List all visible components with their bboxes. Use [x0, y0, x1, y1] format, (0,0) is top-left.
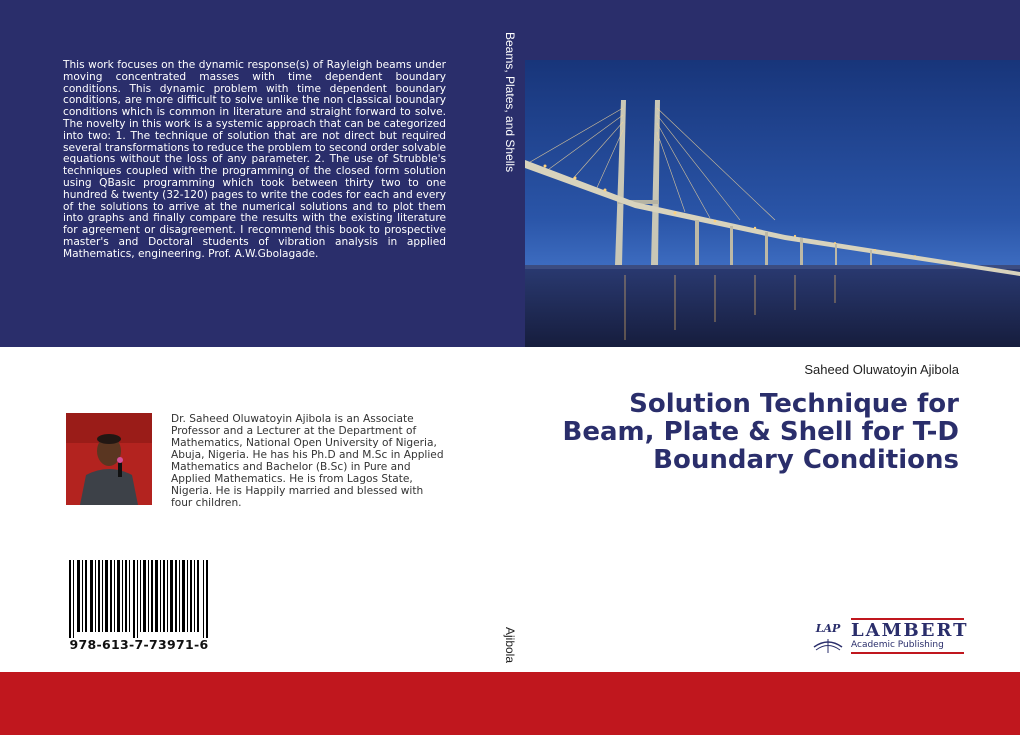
- spine-title-text: Beams, Plates, and Shells: [503, 32, 517, 173]
- author-portrait: [66, 413, 152, 505]
- publisher-brand: LAMBERT: [851, 620, 969, 641]
- back-cover-blurb: This work focuses on the dynamic response(s) of Rayleigh beams under moving concentrated masses with time dependent boundary conditions. This dynamic problem with time dependent boundary conditions, are more difficult to solve unlike the non classical boundary conditions which is common in literature and straight forward to solve. The novelty in this work is a systemic approach that can be categorized into two: 1. The technique of solution that are not direct but required several transformations to reduce the problem to second order solvable equations without the loss of any parameter. 2. The use of Strubble's techniques coupled with the programming of the closed form solution using QBasic programming which took between thirty two to one hundred & twenty (32-120) pages to write the codes for each and every of the solutions to arrive at the numerical solutions and to plot them into graphs and finally compare the results with the existing literature for agreement or disagreement. I recommend this book to prospective master's and Doctoral students of vibration analysis in applied Mathematics, engineering. Prof. A.W.Gbolagade.: [63, 59, 446, 260]
- barcode: [69, 560, 209, 638]
- spine-author-text: Ajibola: [503, 627, 517, 664]
- logo-rule-bottom: [851, 652, 964, 654]
- lap-emblem-text: LAP: [815, 622, 841, 635]
- front-cover-author: Saheed Oluwatoyin Ajibola: [804, 362, 959, 377]
- spine-author: [500, 627, 520, 687]
- cover-photo-bridge: [525, 60, 1020, 347]
- book-title: Solution Technique for Beam, Plate & Shell for T-D Boundary Conditions: [562, 389, 959, 475]
- isbn-number: 978-613-7-73971-6: [69, 637, 209, 652]
- spine-title: [500, 32, 520, 312]
- lap-emblem-icon: [808, 617, 848, 655]
- publisher-tagline: Academic Publishing: [851, 640, 944, 650]
- publisher-logo: [808, 617, 969, 655]
- author-bio: Dr. Saheed Oluwatoyin Ajibola is an Associate Professor and a Lecturer at the Department of Mathematics, National Open University of Nigeria, Abuja, Nigeria. He has his Ph.D and M.Sc in Applied Mathematics and Bachelor (B.Sc) in Pure and Applied Mathematics. He is from Lagos State, Nigeria. He is Happily married and blessed with four children.: [171, 413, 444, 509]
